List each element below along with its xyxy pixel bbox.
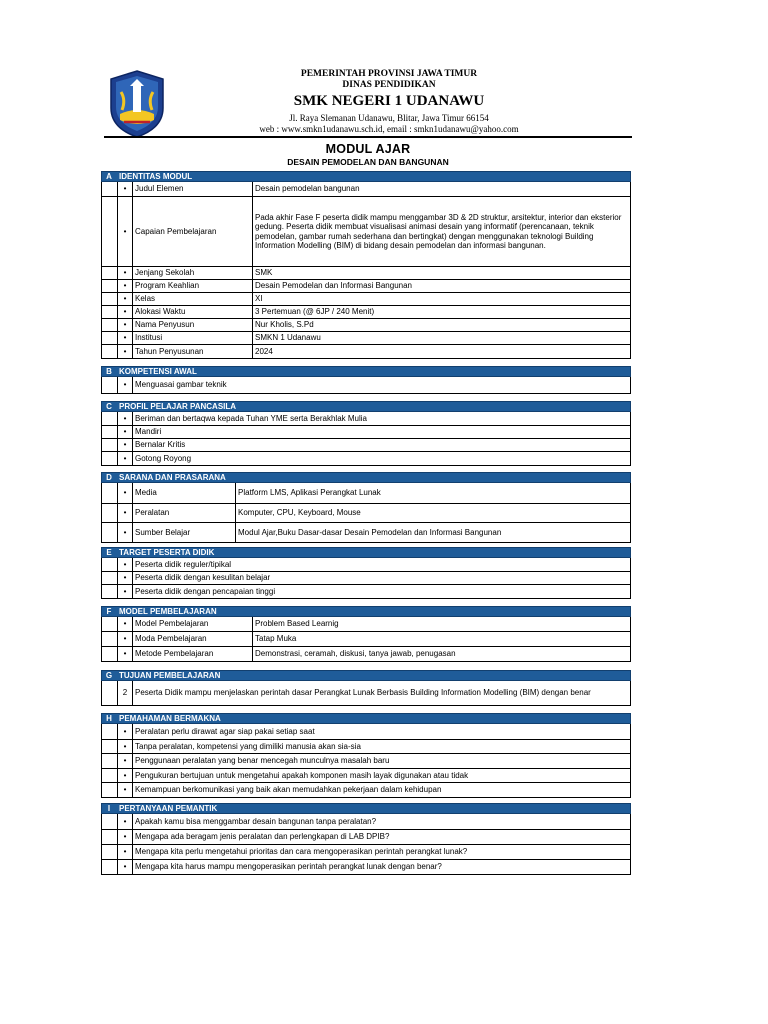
table-row: • Judul Elemen Desain pemodelan bangunan [102,182,630,196]
table-row: • Capaian Pembelajaran Pada akhir Fase F peserta didik mampu menggambar 3D & 2D struktur, arsitektur, interior dan eksterior gedung. Peserta didik membuat visualisasi animasi desain yang informatif (perencanaan, teknik pemodelan, gambar rumah sederhana dan bertingkat) dengan menggunakan teknologi Building Information Modelling (BIM) di bidang desain pemodelan dan informasi bangunan. [102,196,630,266]
list-item: • Peserta didik reguler/tipikal [102,558,630,571]
list-item: • Kemampuan berkomunikasi yang baik akan memudahkan pekerjaan dalam kehidupan [102,782,630,797]
list-item: • Mengapa kita perlu mengetahui prioritas dan cara mengoperasikan perintah perangkat lunak? [102,844,630,859]
section-header: D SARANA DAN PRASARANA [101,472,631,483]
list-item: • Mengapa ada beragam jenis peralatan dan perlengkapan di LAB DPIB? [102,829,630,844]
table-row: • Alokasi Waktu 3 Pertemuan (@ 6JP / 240 Menit) [102,305,630,318]
section-header: H PEMAHAMAN BERMAKNA [101,713,631,724]
section-profil-pelajar-pancasila [101,401,631,466]
list-item: • Pengukuran bertujuan untuk mengetahui apakah komponen masih layak digunakan atau tidak [102,768,630,782]
table-row: • Institusi SMKN 1 Udanawu [102,331,630,344]
table-row: • Program Keahlian Desain Pemodelan dan Informasi Bangunan [102,279,630,292]
table-row: • Nama Penyusun Nur Kholis, S.Pd [102,318,630,331]
list-item: • Gotong Royong [102,451,630,465]
school-contact: web : www.smkn1udanawu.sch.id, email : smkn1udanawu@yahoo.com [259,124,519,134]
section-header: G TUJUAN PEMBELAJARAN [101,670,631,681]
section-sarana-prasarana [101,472,631,543]
section-header: F MODEL PEMBELAJARAN [101,606,631,617]
section-header: I PERTANYAAN PEMANTIK [101,803,631,814]
section-model-pembelajaran [101,606,631,662]
list-item: • Penggunaan peralatan yang benar mencegah munculnya masalah baru [102,753,630,768]
section-kompetensi-awal [101,366,631,394]
table-row: • Model Pembelajaran Problem Based Learnig [102,617,630,631]
section-header: E TARGET PESERTA DIDIK [101,547,631,558]
government-name: PEMERINTAH PROVINSI JAWA TIMUR [300,69,478,79]
table-row: • Tahun Penyusunan 2024 [102,344,630,358]
document-title: MODUL AJAR [325,142,411,156]
letterhead [104,66,632,138]
list-item: 2 Peserta Didik mampu menjelaskan perintah dasar Perangkat Lunak Berbasis Building Information Modelling (BIM) dengan benar [102,681,630,705]
list-item: • Peserta didik dengan kesulitan belajar [102,571,630,584]
section-header: C PROFIL PELAJAR PANCASILA [101,401,631,412]
section-identitas-modul [101,171,631,359]
list-item: • Peserta didik dengan pencapaian tinggi [102,584,630,598]
table-row: • Kelas XI [102,292,630,305]
section-pemahaman-bermakna [101,713,631,798]
section-tujuan-pembelajaran [101,670,631,706]
jawa-timur-crest-icon [108,70,166,138]
letterhead-divider [104,136,632,138]
table-row: • Jenjang Sekolah SMK [102,266,630,279]
school-address: Jl. Raya Slemanan Udanawu, Blitar, Jawa Timur 66154 [289,113,489,123]
section-pertanyaan-pemantik [101,803,631,875]
section-header: A IDENTITAS MODUL [101,171,631,182]
table-row: • Sumber Belajar Modul Ajar,Buku Dasar-dasar Desain Pemodelan dan Informasi Bangunan [102,522,630,542]
list-item: • Bernalar Kritis [102,438,630,451]
agency-name: DINAS PENDIDIKAN [342,80,436,90]
list-item: • Apakah kamu bisa menggambar desain bangunan tanpa peralatan? [102,814,630,829]
list-item: • Mandiri [102,425,630,438]
table-row: • Moda Pembelajaran Tatap Muka [102,631,630,646]
list-item: • Mengapa kita harus mampu mengoperasikan perintah perangkat lunak dengan benar? [102,859,630,874]
list-item: • Beriman dan bertaqwa kepada Tuhan YME serta Berakhlak Mulia [102,412,630,425]
list-item: • Tanpa peralatan, kompetensi yang dimiliki manusia akan sia-sia [102,739,630,753]
table-row: • Media Platform LMS, Aplikasi Perangkat Lunak [102,483,630,503]
section-target-peserta-didik [101,547,631,599]
list-item: • Peralatan perlu dirawat agar siap pakai setiap saat [102,724,630,739]
table-row: • Peralatan Komputer, CPU, Keyboard, Mouse [102,503,630,522]
school-name: SMK NEGERI 1 UDANAWU [293,93,485,109]
document-subtitle: DESAIN PEMODELAN DAN BANGUNAN [287,157,449,167]
table-row: • Metode Pembelajaran Demonstrasi, ceramah, diskusi, tanya jawab, penugasan [102,646,630,661]
section-header: B KOMPETENSI AWAL [101,366,631,377]
list-item: • Menguasai gambar teknik [102,377,630,393]
